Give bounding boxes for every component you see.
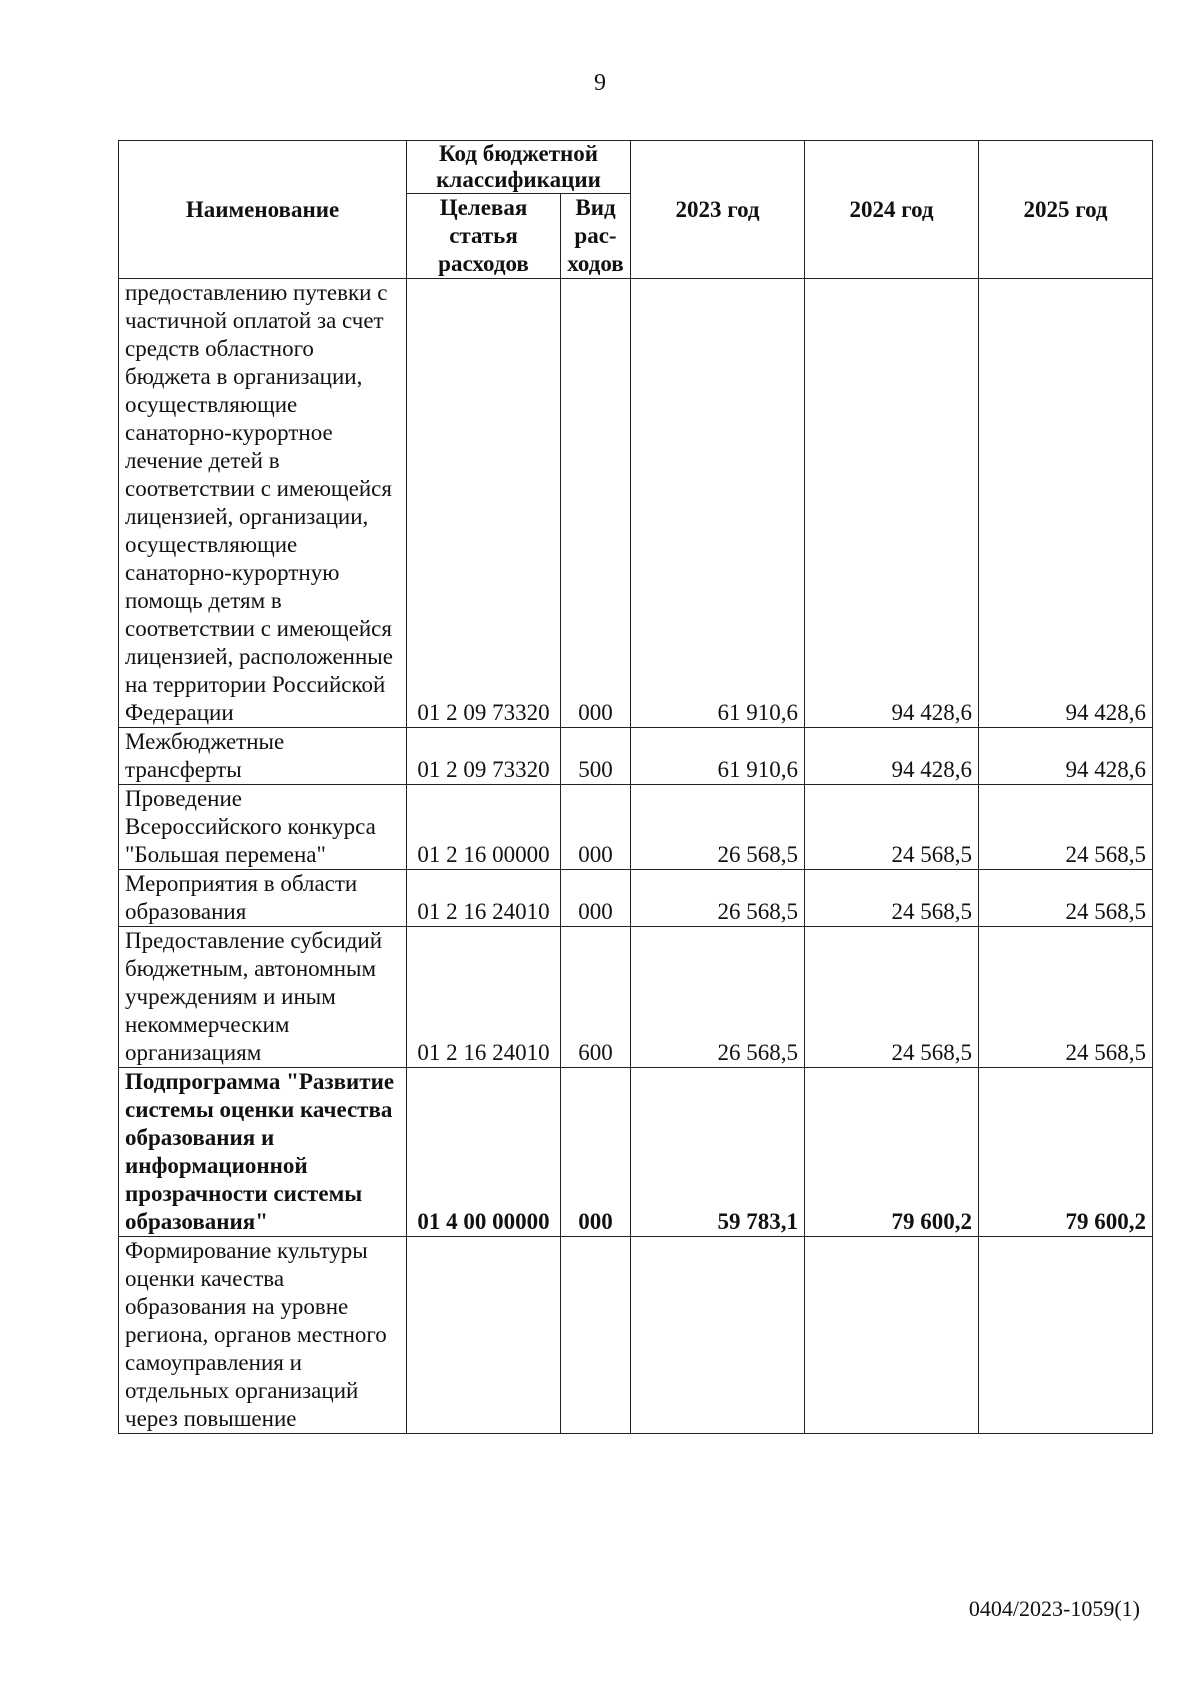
- row-value-2023-cell: [631, 1237, 805, 1434]
- row-expense-type-cell: 000: [561, 279, 631, 728]
- row-name-cell: Мероприятия в области образования: [119, 870, 407, 927]
- header-target-article: Целевая статья расходов: [407, 194, 561, 279]
- page-number: 9: [594, 70, 606, 96]
- row-value-2024-cell: 94 428,6: [805, 728, 979, 785]
- row-name-cell: Предоставление субсидий бюджетным, автономным учреждениям и иным некоммерческим организациям: [119, 927, 407, 1068]
- table-row: [119, 870, 1153, 927]
- header-year-2024: 2024 год: [805, 141, 979, 279]
- header-name: Наименование: [119, 141, 407, 279]
- row-name-cell: Межбюджетные трансферты: [119, 728, 407, 785]
- header-expense-type: Вид рас-ходов: [561, 194, 631, 279]
- row-value-2025-cell: 24 568,5: [979, 870, 1153, 927]
- row-name-cell: Проведение Всероссийского конкурса "Большая перемена": [119, 785, 407, 870]
- row-name-cell: предоставлению путевки с частичной оплатой за счет средств областного бюджета в организации, осуществляющие санаторно-курортное лечение детей в соответствии с имеющейся лицензией, организации, осуществляющие санаторно-курортную помощь детям в соответствии с имеющейся лицензией, расположенные на территории Российской Федерации: [119, 279, 407, 728]
- row-value-2024-cell: 24 568,5: [805, 785, 979, 870]
- row-value-2025-cell: 79 600,2: [979, 1068, 1153, 1237]
- table-row: [119, 1068, 1153, 1237]
- header-year-2023: 2023 год: [631, 141, 805, 279]
- row-value-2024-cell: 79 600,2: [805, 1068, 979, 1237]
- document-id: 0404/2023-1059(1): [968, 1596, 1140, 1621]
- row-value-2023-cell: 26 568,5: [631, 927, 805, 1068]
- row-value-2024-cell: 24 568,5: [805, 927, 979, 1068]
- row-target-code-cell: 01 2 09 73320: [407, 279, 561, 728]
- row-value-2023-cell: 61 910,6: [631, 728, 805, 785]
- row-value-2024-cell: 94 428,6: [805, 279, 979, 728]
- header-code-group: Код бюджетной классификации: [407, 141, 631, 194]
- table-row: [119, 785, 1153, 870]
- header-year-2025: 2025 год: [979, 141, 1153, 279]
- row-expense-type-cell: 000: [561, 870, 631, 927]
- table-row: [119, 927, 1153, 1068]
- row-value-2023-cell: 61 910,6: [631, 279, 805, 728]
- table-row: [119, 1237, 1153, 1434]
- row-target-code-cell: 01 4 00 00000: [407, 1068, 561, 1237]
- row-target-code-cell: 01 2 16 24010: [407, 927, 561, 1068]
- row-value-2023-cell: 59 783,1: [631, 1068, 805, 1237]
- row-expense-type-cell: 000: [561, 1068, 631, 1237]
- row-value-2024-cell: 24 568,5: [805, 870, 979, 927]
- table-body: [119, 279, 1153, 1434]
- table-header: [119, 141, 1153, 279]
- row-expense-type-cell: [561, 1237, 631, 1434]
- row-target-code-cell: 01 2 16 00000: [407, 785, 561, 870]
- table-row: [119, 279, 1153, 728]
- row-value-2025-cell: [979, 1237, 1153, 1434]
- table-row: [119, 728, 1153, 785]
- row-target-code-cell: [407, 1237, 561, 1434]
- row-value-2023-cell: 26 568,5: [631, 785, 805, 870]
- budget-table: [118, 140, 1153, 1434]
- row-value-2024-cell: [805, 1237, 979, 1434]
- row-expense-type-cell: 600: [561, 927, 631, 1068]
- row-value-2025-cell: 24 568,5: [979, 785, 1153, 870]
- row-target-code-cell: 01 2 09 73320: [407, 728, 561, 785]
- row-value-2023-cell: 26 568,5: [631, 870, 805, 927]
- row-name-cell: Подпрограмма "Развитие системы оценки качества образования и информационной прозрачности системы образования": [119, 1068, 407, 1237]
- row-target-code-cell: 01 2 16 24010: [407, 870, 561, 927]
- row-name-cell: Формирование культуры оценки качества образования на уровне региона, органов местного самоуправления и отдельных организаций через повышение: [119, 1237, 407, 1434]
- row-expense-type-cell: 000: [561, 785, 631, 870]
- row-expense-type-cell: 500: [561, 728, 631, 785]
- row-value-2025-cell: 94 428,6: [979, 279, 1153, 728]
- row-value-2025-cell: 24 568,5: [979, 927, 1153, 1068]
- row-value-2025-cell: 94 428,6: [979, 728, 1153, 785]
